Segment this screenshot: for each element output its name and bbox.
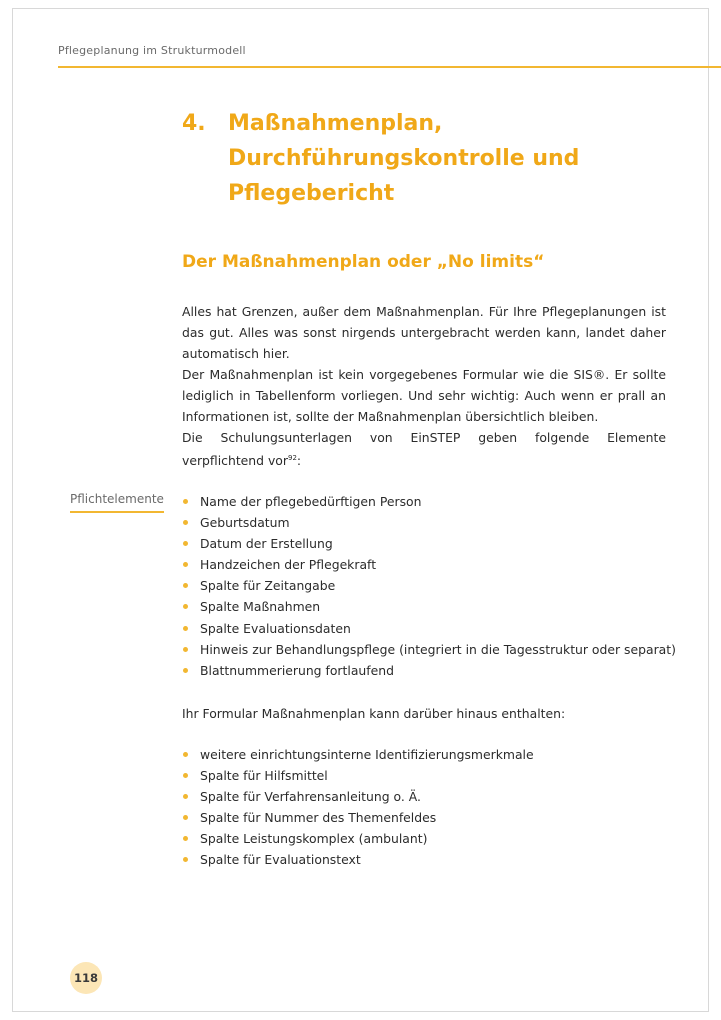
bullet-icon	[183, 541, 188, 546]
list-item	[182, 660, 672, 681]
list-item	[182, 618, 672, 639]
paragraph-2: Der Maßnahmenplan ist kein vorgegebenes Formular wie die SIS®. Er sollte lediglich in Tabellenform vorliegen. Und sehr wichtig: Auch wenn er prall an Informationen ist, sollte der Maßnahmenplan übersichtlich bleiben.	[182, 367, 666, 424]
required-elements-list	[182, 491, 676, 681]
optional-intro: Ihr Formular Maßnahmenplan kann darüber hinaus enthalten:	[182, 706, 566, 721]
section-title: Der Maßnahmenplan oder „No limits“	[182, 252, 545, 272]
chapter-heading	[182, 106, 662, 211]
chapter-number: 4.	[182, 111, 206, 136]
list-item-text: Spalte Evaluationsdaten	[200, 620, 351, 636]
list-item-text: weitere einrichtungsinterne Identifizierungsmerkmale	[200, 747, 534, 762]
paragraph-3-end: :	[296, 453, 302, 469]
header-rule	[58, 66, 721, 68]
list-item-text: Spalte Leistungskomplex (ambulant)	[200, 831, 428, 847]
list-item	[182, 596, 672, 617]
paragraph-3	[182, 427, 666, 471]
paragraph-1: Alles hat Grenzen, außer dem Maßnahmenplan. Für Ihre Pflegeplanungen ist das gut. Alles was sonst nirgends untergebracht werden kann, landet daher automatisch hier.	[182, 304, 666, 361]
page-number: 118	[70, 962, 102, 994]
bullet-icon	[183, 647, 188, 652]
list-item	[182, 849, 672, 870]
bullet-icon	[183, 836, 188, 841]
list-item-text: Spalte für Nummer des Themenfeldes	[200, 810, 437, 826]
bullet-icon	[183, 499, 188, 504]
list-item-text: Handzeichen der Pflegekraft	[200, 557, 377, 573]
paragraph-3-text: Die Schulungsunterlagen von EinSTEP geben folgende Elemente verpflichtend vor	[182, 430, 666, 469]
list-item	[182, 744, 672, 765]
bullet-icon	[183, 794, 188, 799]
list-item	[182, 765, 672, 786]
list-item-text: Hinweis zur Behandlungspflege (integriert in die Tagesstruktur oder separat)	[200, 641, 676, 657]
list-item-text: Blattnummerierung fortlaufend	[200, 662, 394, 678]
bullet-icon	[183, 626, 188, 631]
list-item	[182, 575, 672, 596]
bullet-icon	[183, 520, 188, 525]
list-item	[182, 786, 672, 807]
list-item	[182, 828, 672, 849]
bullet-icon	[183, 562, 188, 567]
sidebar-label-pflichtelemente: Pflichtelemente	[70, 492, 164, 513]
list-item	[182, 639, 676, 660]
list-item-text: Spalte für Zeitangabe	[200, 578, 336, 594]
list-item	[182, 512, 672, 533]
bullet-icon	[183, 857, 188, 862]
list-item	[182, 491, 672, 512]
list-item-text: Datum der Erstellung	[200, 536, 333, 552]
chapter-title: Maßnahmenplan, Durchführungskontrolle und Pflegebericht	[228, 111, 580, 206]
running-header: Pflegeplanung im Strukturmodell	[58, 44, 246, 57]
list-item-text: Spalte für Hilfsmittel	[200, 768, 328, 784]
list-item-text: Spalte für Verfahrensanleitung o. Ä.	[200, 789, 421, 805]
list-item	[182, 533, 672, 554]
list-item-text: Geburtsdatum	[200, 515, 290, 531]
bullet-icon	[183, 815, 188, 820]
list-item-text: Spalte für Evaluationstext	[200, 852, 361, 868]
list-item	[182, 554, 672, 575]
list-item-text: Spalte Maßnahmen	[200, 599, 321, 615]
bullet-icon	[183, 773, 188, 778]
list-item	[182, 807, 672, 828]
bullet-icon	[183, 583, 188, 588]
optional-elements-list	[182, 744, 672, 871]
list-item-text: Name der pflegebedürftigen Person	[200, 494, 422, 509]
bullet-icon	[183, 752, 188, 757]
footnote-marker: 92	[287, 454, 297, 462]
bullet-icon	[183, 668, 188, 673]
body-text	[182, 301, 666, 471]
bullet-icon	[183, 604, 188, 609]
